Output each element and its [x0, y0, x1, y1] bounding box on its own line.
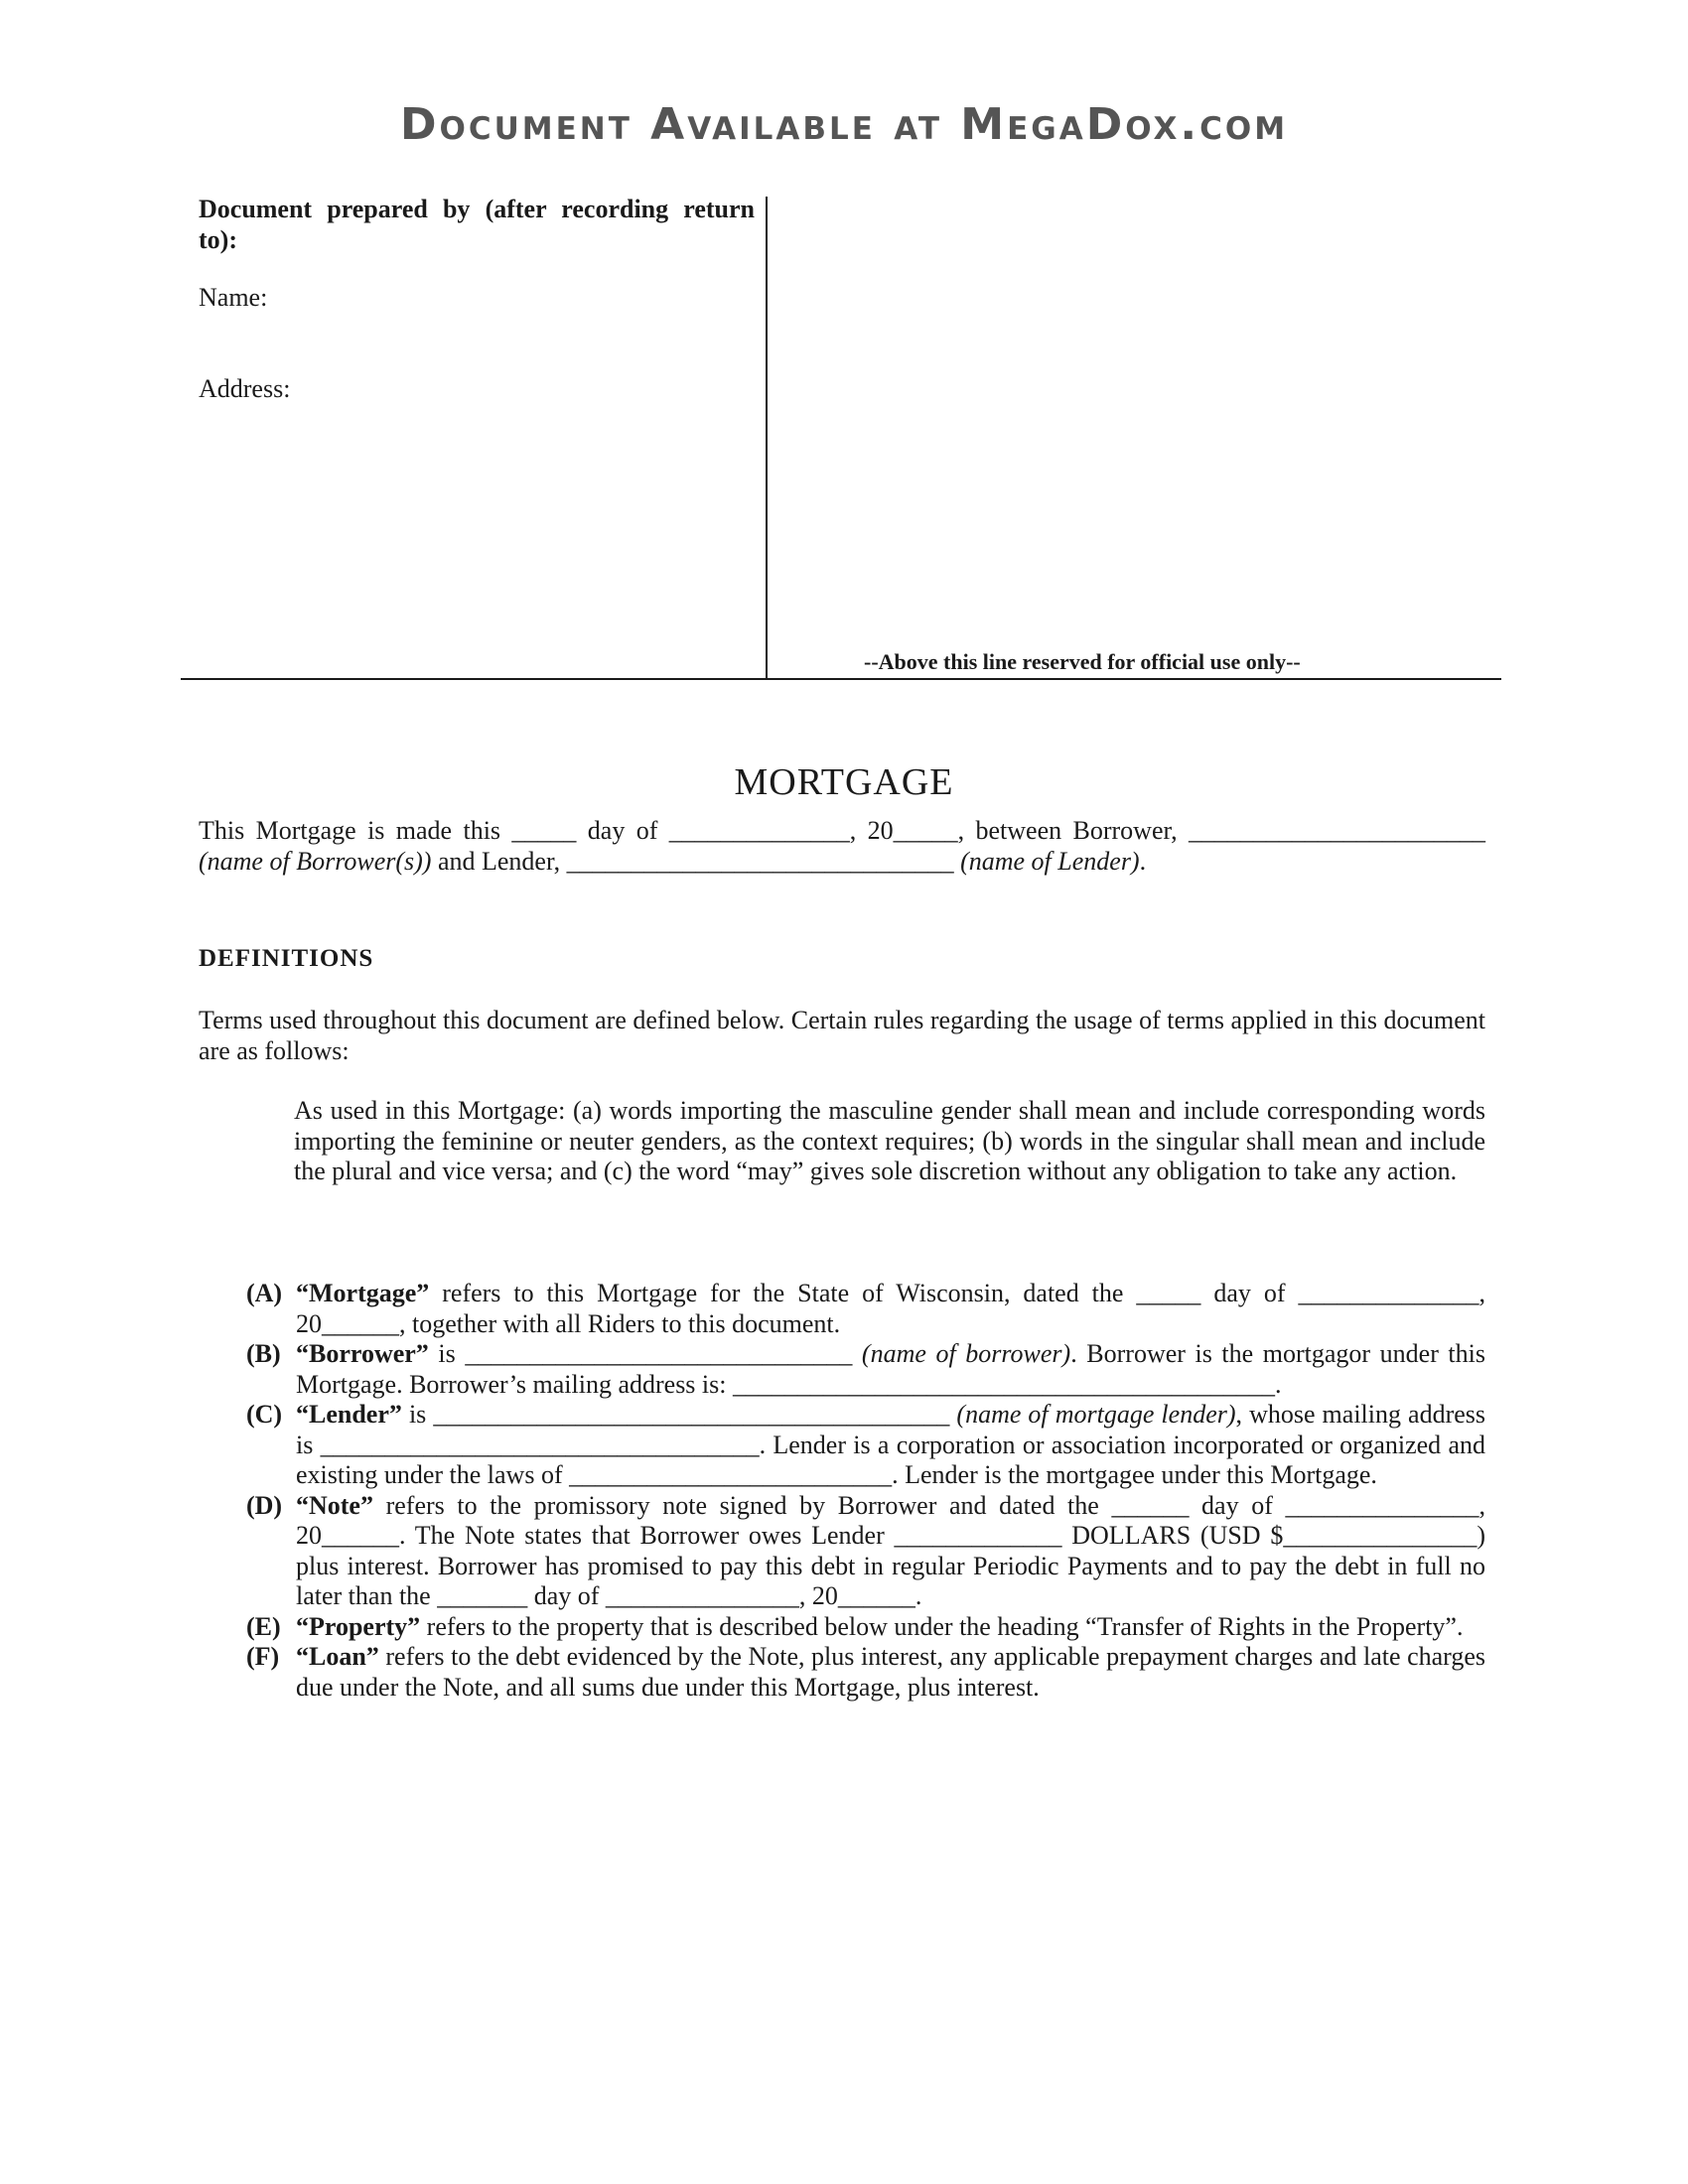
definition-body-2: . Borrower is the mortgagor under this Mortgage. Borrower’s mailing address is: __________________________________________.	[296, 1339, 1485, 1399]
definition-item	[246, 1642, 1485, 1703]
name-label: Name:	[199, 283, 268, 312]
intro-paragraph	[199, 816, 1485, 877]
intro-borrower-note: (name of Borrower(s))	[199, 846, 432, 876]
definition-label: (E)	[246, 1611, 281, 1641]
definition-text	[296, 1400, 1485, 1491]
definition-label: (C)	[246, 1400, 283, 1429]
definition-body: refers to the promissory note signed by Borrower and dated the ______ day of _______________, 20______. The Note states that Borrower owes Lender _____________ DOLLARS (USD $_______________) plus interest. Borrower has promised to pay this debt in regular Periodic Payments and to pay the debt in full no later than the _______ day of _______________, 20______.	[296, 1490, 1485, 1610]
definition-label: (D)	[246, 1490, 283, 1520]
intro-text-3: .	[1139, 846, 1147, 876]
definition-body: is ________________________________________	[401, 1400, 957, 1429]
definitions-lead: Terms used throughout this document are defined below. Certain rules regarding the usage of terms applied in this document are as follows:	[199, 1006, 1485, 1065]
definition-item	[246, 1279, 1485, 1339]
definition-body: is ______________________________	[428, 1339, 862, 1368]
definition-body: refers to this Mortgage for the State of Wisconsin, dated the _____ day of ______________, 20______, together with all Riders to this document.	[296, 1279, 1485, 1338]
definition-term: “Loan”	[296, 1642, 379, 1671]
recording-info-box	[199, 194, 755, 403]
definition-body: refers to the debt evidenced by the Note, plus interest, any applicable prepayment charges and late charges due under the Note, and all sums due under this Mortgage, plus interest.	[296, 1642, 1485, 1702]
definition-term: “Property”	[296, 1611, 421, 1641]
definition-body: refers to the property that is described below under the heading “Transfer of Rights in the Property”.	[420, 1611, 1464, 1641]
intro-lender-note: (name of Lender)	[960, 846, 1140, 876]
definition-label: (B)	[246, 1339, 281, 1368]
definition-term: “Borrower”	[296, 1339, 429, 1368]
address-label: Address:	[199, 374, 291, 403]
definition-label: (A)	[246, 1279, 283, 1307]
definitions-list	[246, 1279, 1485, 1703]
definition-text	[296, 1279, 1485, 1339]
definition-body-2: , whose mailing address is __________________________________. Lender is a corporation or association incorporated or organized and existing under the laws of _________________________. Lender is the mortgagee under this Mortgage.	[296, 1400, 1486, 1489]
definition-text	[296, 1339, 1485, 1400]
recording-box-divider	[766, 197, 768, 678]
definitions-rules: As used in this Mortgage: (a) words importing the masculine gender shall mean and include corresponding words importing the feminine or neuter genders, as the context requires; (b) words in the singular shall mean and include the plural and vice versa; and (c) the word “may” gives sole discretion without any obligation to take any action.	[294, 1096, 1485, 1185]
intro-text-2: and Lender, ______________________________	[437, 846, 954, 876]
definition-text	[296, 1612, 1485, 1643]
definition-item	[246, 1339, 1485, 1400]
definition-item	[246, 1491, 1485, 1612]
definition-text	[296, 1642, 1485, 1703]
document-title: MORTGAGE	[734, 761, 954, 803]
official-use-line	[181, 678, 1501, 680]
prepared-by-label: Document prepared by (after recording return to):	[199, 195, 755, 254]
definition-term: “Mortgage”	[296, 1279, 430, 1307]
definitions-heading: DEFINITIONS	[199, 945, 374, 972]
site-banner: Document Available at MegaDox.com	[399, 99, 1289, 150]
definition-note: (name of mortgage lender)	[956, 1400, 1236, 1429]
definition-label: (F)	[246, 1642, 280, 1671]
definition-text	[296, 1491, 1485, 1612]
definition-note: (name of borrower)	[861, 1339, 1071, 1368]
intro-text-1: This Mortgage is made this _____ day of ______________, 20_____, between Borrower, _______________________	[199, 816, 1485, 845]
definition-item	[246, 1612, 1485, 1643]
definition-term: “Note”	[296, 1490, 373, 1520]
definition-item	[246, 1400, 1485, 1491]
official-use-note: --Above this line reserved for official use only--	[864, 649, 1301, 674]
definition-term: “Lender”	[296, 1400, 402, 1429]
